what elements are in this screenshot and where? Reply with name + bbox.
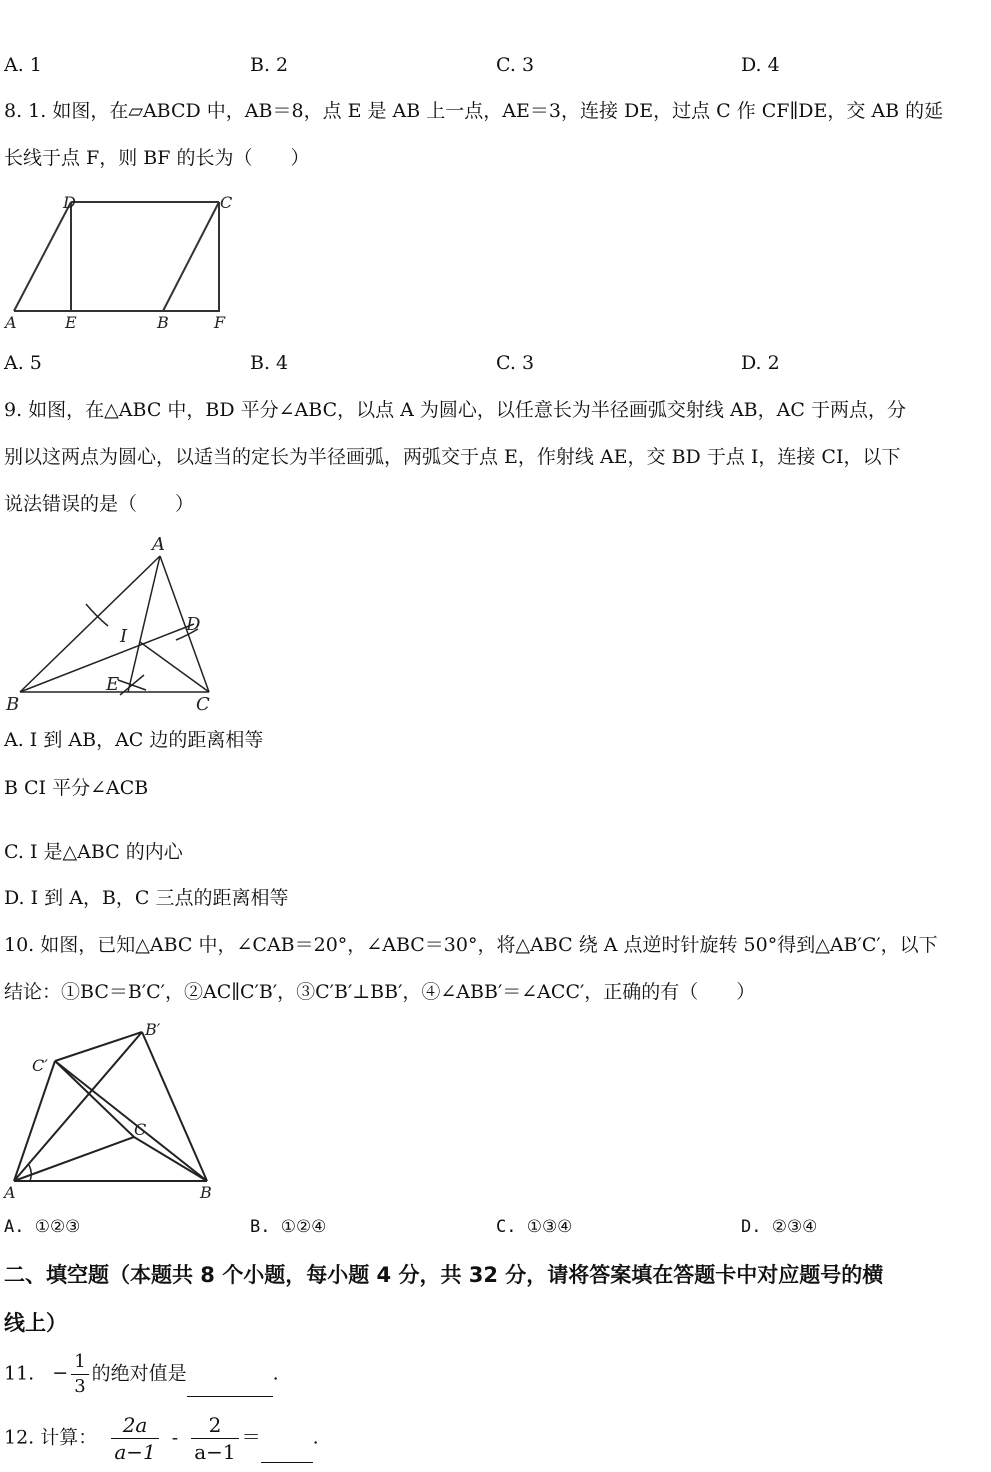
q8-option-d[interactable]: D. 2 [741,352,780,374]
q9-label-b: B [6,694,20,715]
q8-label-e: E [65,313,77,332]
q8-figure-parallelogram [0,190,245,335]
q10-option-a[interactable]: A. ①②③ [4,1217,81,1237]
q10-option-c[interactable]: C. ①③④ [496,1217,573,1237]
q8-label-d: D [63,193,76,212]
q8-option-a[interactable]: A. 5 [4,352,42,374]
q8-label-c: C [220,193,233,212]
q9-seg-ab [20,556,160,692]
q11-line [4,1352,279,1397]
q8-text-line1: 8. 1. 如图，在▱ABCD 中，AB＝8，点 E 是 AB 上一点，AE＝3，连接 DE，过点 C 作 CF∥DE，交 AB 的延 [4,100,944,122]
q9-option-c[interactable]: C. I 是△ABC 的内心 [4,841,183,863]
q7-option-c[interactable]: C. 3 [496,54,535,76]
q8-label-f: F [214,313,226,332]
q11-number: 11. [4,1362,35,1385]
q9-ray-ae [128,556,160,692]
q10-seg-bpb [142,1032,207,1181]
q10-label-a: A [4,1183,16,1202]
q10-seg-acp [14,1061,55,1181]
q10-options [4,1219,984,1243]
q10-text-line1: 10. 如图，已知△ABC 中，∠CAB＝20°，∠ABC＝30°，将△ABC 绕 A 点逆时针旋转 50°得到△AB′C′，以下 [4,934,938,956]
q12-end: . [312,1426,319,1449]
q11-fraction [71,1352,88,1397]
q8-label-a: A [5,313,17,332]
section2-heading-line1: 二、填空题（本题共 8 个小题，每小题 4 分，共 32 分，请将答案填在答题卡中对应题号的横 [4,1263,884,1287]
q12-fraction1 [111,1414,158,1463]
q11-text: 的绝对值是 [91,1362,187,1385]
q12-frac2-numerator: 2 [191,1414,238,1439]
q12-frac1-numerator: 2a [111,1414,158,1439]
q7-option-a[interactable]: A. 1 [4,54,42,76]
q12-equals: ＝ [241,1426,261,1449]
q10-figure-rotation [0,1015,240,1205]
q12-minus: - [171,1426,179,1449]
q10-text-line2: 结论：①BC＝B′C′，②AC∥C′B′，③C′B′⊥BB′，④∠ABB′＝∠ACC′，正确的有（ ） [4,981,756,1003]
q9-seg-ac [160,556,209,692]
q10-seg-ccp [55,1061,134,1137]
q9-seg-ci [140,642,209,692]
q10-option-b[interactable]: B. ①②④ [250,1217,327,1237]
q7-option-d[interactable]: D. 4 [741,54,780,76]
q9-label-d: D [186,614,201,635]
q7-option-b[interactable]: B. 2 [250,54,289,76]
q11-frac-numerator: 1 [71,1352,88,1375]
q11-frac-denominator: 3 [74,1375,86,1397]
q7-options [4,56,984,80]
q8-seg-ad [14,202,71,311]
q8-text-line2: 长线于点 F，则 BF 的长为（ ） [4,147,310,169]
q9-text-line2: 别以这两点为圆心，以适当的定长为半径画弧，两弧交于点 E，作射线 AE，交 BD 于点 I，连接 CI，以下 [4,446,901,468]
q12-fraction2 [191,1414,238,1463]
q11-end: . [272,1362,279,1385]
q9-text-line3: 说法错误的是（ ） [4,493,195,515]
q9-option-a[interactable]: A. I 到 AB，AC 边的距离相等 [4,729,264,751]
q12-frac2-denominator: a−1 [194,1440,236,1464]
section2-heading-line2: 线上） [4,1311,67,1335]
q9-option-b[interactable]: B CI 平分∠ACB [4,777,149,799]
q8-option-b[interactable]: B. 4 [250,352,289,374]
q10-label-b: B [200,1183,212,1202]
q10-label-c: C [134,1120,147,1139]
q9-label-a: A [152,534,165,555]
q12-frac1-denominator: a−1 [114,1440,156,1464]
q12-label: 12. 计算： [4,1426,98,1449]
q8-seg-cb [163,202,219,311]
q11-answer-blank[interactable] [187,1375,273,1397]
q12-answer-blank[interactable] [261,1441,313,1463]
q9-label-e: E [106,674,120,695]
q8-options [4,354,984,378]
q10-label-bp: B′ [145,1020,161,1039]
q10-angle-arc [29,1165,31,1181]
q10-seg-cb [134,1137,207,1181]
q8-option-c[interactable]: C. 3 [496,352,535,374]
q9-label-i: I [120,626,128,647]
q10-seg-bcp [55,1061,207,1181]
q8-label-b: B [157,313,169,332]
q9-text-line1: 9. 如图，在△ABC 中，BD 平分∠ABC，以点 A 为圆心，以任意长为半径画弧交射线 AB，AC 于两点，分 [4,399,906,421]
q9-figure-triangle [0,530,240,718]
q9-arc-ab [86,604,108,626]
q9-option-d[interactable]: D. I 到 A，B，C 三点的距离相等 [4,887,289,909]
q11-sign: − [52,1362,69,1385]
q12-line [4,1414,319,1463]
q10-option-d[interactable]: D. ②③④ [741,1217,818,1237]
q10-label-cp: C′ [32,1056,48,1075]
q9-label-c: C [196,694,210,715]
